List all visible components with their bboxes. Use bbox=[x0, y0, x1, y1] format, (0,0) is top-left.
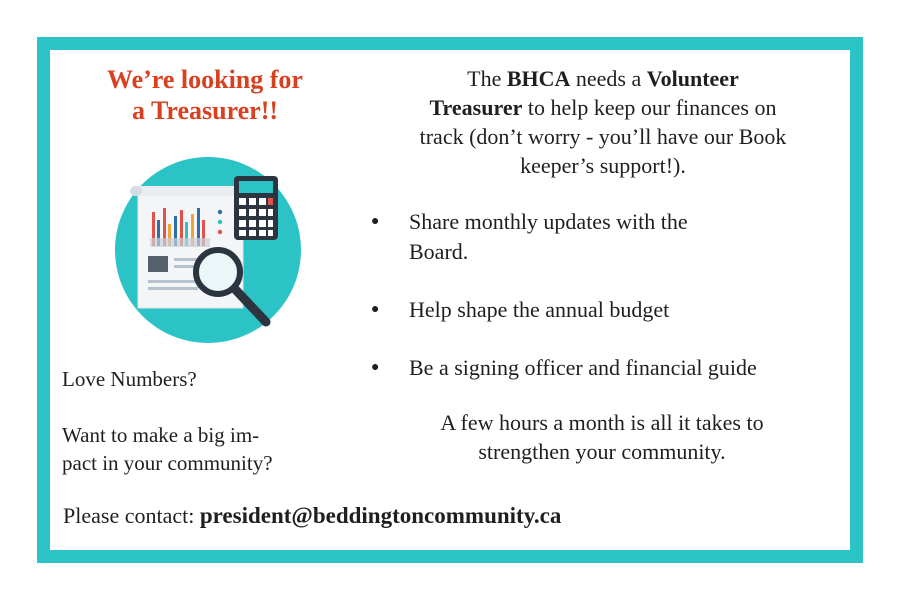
bullet-icon: ● bbox=[371, 214, 380, 229]
make-impact-line-2: pact in your community? bbox=[62, 451, 273, 475]
intro-text: needs a bbox=[570, 66, 647, 91]
list-item-text: Help shape the annual budget bbox=[409, 297, 670, 322]
closing-line-2: strengthen your community. bbox=[478, 439, 726, 464]
contact-line bbox=[63, 501, 561, 531]
role-word-2: Treasurer bbox=[429, 95, 523, 120]
list-item bbox=[370, 207, 850, 267]
list-item bbox=[370, 353, 850, 383]
intro-line-3: track (don’t worry - you’ll have our Book bbox=[419, 124, 787, 149]
role-word-1: Volunteer bbox=[646, 66, 739, 91]
headline-line-1: We’re looking for bbox=[107, 65, 303, 94]
list-item bbox=[370, 295, 850, 325]
love-numbers-text: Love Numbers? bbox=[62, 367, 197, 391]
closing-paragraph bbox=[380, 408, 824, 466]
calculator-icon bbox=[234, 176, 278, 240]
list-item-text: Be a signing officer and financial guide bbox=[409, 355, 757, 380]
intro-line-4: keeper’s support!). bbox=[520, 153, 686, 178]
list-item-text: Share monthly updates with the bbox=[409, 209, 688, 234]
contact-email-link[interactable]: president@beddingtoncommunity.ca bbox=[199, 503, 562, 528]
make-impact-text bbox=[62, 421, 352, 477]
headline bbox=[60, 64, 350, 126]
intro-text: The bbox=[467, 66, 507, 91]
list-item-text: Board. bbox=[409, 239, 469, 264]
headline-line-2: a Treasurer!! bbox=[131, 96, 279, 125]
finance-report-icon bbox=[108, 150, 308, 350]
duties-list bbox=[370, 207, 850, 383]
intro-paragraph bbox=[372, 64, 834, 180]
bullet-icon: ● bbox=[371, 360, 380, 375]
make-impact-line-1: Want to make a big im- bbox=[62, 423, 260, 447]
org-name: BHCA bbox=[506, 66, 571, 91]
bullet-icon: ● bbox=[371, 302, 380, 317]
contact-label: Please contact: bbox=[63, 503, 200, 528]
closing-line-1: A few hours a month is all it takes to bbox=[440, 410, 764, 435]
intro-text: to help keep our finances on bbox=[522, 95, 777, 120]
